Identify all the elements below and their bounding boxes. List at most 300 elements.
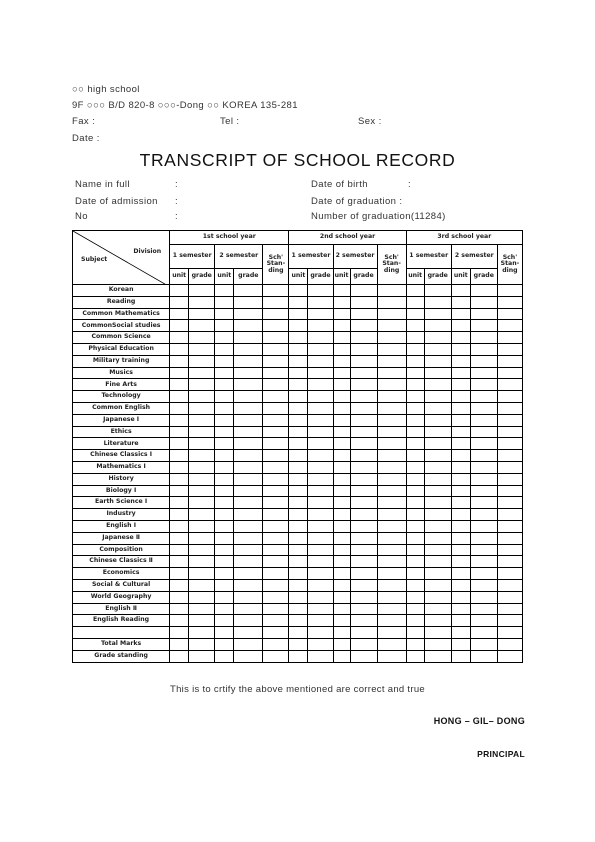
grade-cell (350, 638, 377, 650)
grade-cell (215, 438, 234, 450)
grade-cell (215, 603, 234, 615)
grade-cell (289, 627, 308, 639)
grade-cell (470, 544, 497, 556)
grade-cell (189, 568, 215, 580)
table-row (73, 532, 523, 544)
school-address: 9F ○○○ B/D 820-8 ○○○-Dong ○○ KOREA 135-281 (72, 100, 298, 111)
grade-cell (406, 520, 424, 532)
grade-cell (308, 367, 333, 379)
grade-cell (350, 308, 377, 320)
grade-cell (350, 438, 377, 450)
grade-cell (470, 497, 497, 509)
grade-cell (451, 650, 470, 662)
semester-1-header: 1 semester (289, 245, 333, 269)
grade-cell (406, 509, 424, 521)
grade-cell (170, 532, 189, 544)
table-row (73, 591, 523, 603)
grade-cell (333, 591, 350, 603)
grade-cell (470, 450, 497, 462)
grade-cell (333, 603, 350, 615)
grade-cell (350, 627, 377, 639)
grade-cell (424, 497, 451, 509)
grade-cell (215, 296, 234, 308)
grade-cell (497, 426, 522, 438)
grade-cell (189, 320, 215, 332)
table-row (73, 615, 523, 627)
unit-header: unit (333, 269, 350, 285)
grade-cell (263, 355, 289, 367)
grade-cell (377, 579, 406, 591)
grade-cell (350, 615, 377, 627)
grade-cell (497, 355, 522, 367)
grade-cell (308, 402, 333, 414)
grade-cell (451, 402, 470, 414)
table-row (73, 509, 523, 521)
grade-cell (424, 461, 451, 473)
grade-cell (170, 285, 189, 297)
grade-cell (170, 520, 189, 532)
grade-cell (234, 343, 263, 355)
grade-cell (497, 544, 522, 556)
grade-cell (377, 485, 406, 497)
table-row (73, 332, 523, 344)
grade-cell (263, 367, 289, 379)
standing-header: Sch' Stan-ding (497, 245, 522, 285)
grade-cell (333, 438, 350, 450)
grade-cell (377, 497, 406, 509)
grade-cell (424, 332, 451, 344)
grade-cell (377, 391, 406, 403)
grade-cell (263, 450, 289, 462)
grade-cell (234, 308, 263, 320)
grade-cell (308, 473, 333, 485)
grade-cell (470, 296, 497, 308)
grade-cell (497, 308, 522, 320)
grade-cell (289, 308, 308, 320)
grade-cell (377, 556, 406, 568)
grade-cell (451, 473, 470, 485)
grade-cell (424, 402, 451, 414)
grade-cell (451, 509, 470, 521)
table-row (73, 638, 523, 650)
grade-cell (189, 296, 215, 308)
grade-cell (333, 414, 350, 426)
grade-cell (470, 579, 497, 591)
table-row (73, 497, 523, 509)
graduation-number-label: Number of graduation(11284) (311, 211, 446, 222)
subject-name: Mathematics Ⅰ (73, 461, 170, 473)
table-row (73, 308, 523, 320)
name-colon: : (175, 179, 179, 190)
grade-cell (170, 591, 189, 603)
unit-header: unit (289, 269, 308, 285)
grade-cell (424, 320, 451, 332)
grade-cell (289, 485, 308, 497)
grade-cell (170, 391, 189, 403)
grade-cell (263, 426, 289, 438)
grade-cell (170, 438, 189, 450)
grade-cell (189, 285, 215, 297)
grade-cell (333, 450, 350, 462)
grade-cell (497, 485, 522, 497)
grade-cell (406, 355, 424, 367)
grade-cell (263, 485, 289, 497)
grade-cell (263, 497, 289, 509)
grade-cell (189, 485, 215, 497)
grade-cell (451, 308, 470, 320)
grade-cell (470, 650, 497, 662)
grade-cell (308, 296, 333, 308)
grade-cell (497, 367, 522, 379)
grade-cell (350, 391, 377, 403)
grade-cell (170, 450, 189, 462)
grade-cell (350, 473, 377, 485)
standing-header: Sch' Stan-ding (377, 245, 406, 285)
grade-cell (263, 438, 289, 450)
grade-cell (350, 332, 377, 344)
grade-cell (308, 461, 333, 473)
table-row (73, 285, 523, 297)
grade-cell (333, 461, 350, 473)
unit-header: unit (215, 269, 234, 285)
grade-cell (424, 391, 451, 403)
grade-cell (308, 591, 333, 603)
grade-cell (189, 379, 215, 391)
grade-cell (215, 450, 234, 462)
grade-cell (350, 450, 377, 462)
grade-cell (470, 332, 497, 344)
grade-cell (350, 556, 377, 568)
grade-cell (497, 450, 522, 462)
grade-cell (189, 627, 215, 639)
graduation-label: Date of graduation : (311, 196, 403, 207)
subject-name: Physical Education (73, 343, 170, 355)
grade-cell (308, 509, 333, 521)
grade-cell (234, 591, 263, 603)
grade-cell (350, 497, 377, 509)
grade-cell (189, 579, 215, 591)
subject-name: English Reading (73, 615, 170, 627)
grade-cell (451, 355, 470, 367)
grade-cell (424, 603, 451, 615)
grade-cell (308, 638, 333, 650)
grade-cell (451, 556, 470, 568)
table-row (73, 544, 523, 556)
grade-cell (377, 473, 406, 485)
grade-cell (234, 391, 263, 403)
grade-cell (406, 379, 424, 391)
table-row (73, 568, 523, 580)
grade-cell (234, 450, 263, 462)
subject-name: Reading (73, 296, 170, 308)
certification-text: This is to crtify the above mentioned are correct and true (169, 684, 425, 695)
grade-cell (263, 627, 289, 639)
grade-cell (497, 532, 522, 544)
table-row (73, 579, 523, 591)
grade-cell (470, 391, 497, 403)
grade-cell (333, 520, 350, 532)
grade-cell (234, 379, 263, 391)
grade-cell (497, 591, 522, 603)
grade-cell (377, 367, 406, 379)
grade-cell (234, 556, 263, 568)
grade-cell (333, 426, 350, 438)
grade-cell (350, 402, 377, 414)
grade-cell (424, 579, 451, 591)
table-row (73, 627, 523, 639)
grade-cell (333, 532, 350, 544)
grade-cell (170, 414, 189, 426)
fax-label: Fax : (72, 116, 96, 127)
grade-cell (497, 520, 522, 532)
grade-cell (333, 308, 350, 320)
grade-cell (308, 379, 333, 391)
grade-cell (497, 414, 522, 426)
table-row (73, 343, 523, 355)
grade-cell (406, 591, 424, 603)
grade-cell (350, 509, 377, 521)
grade-cell (497, 568, 522, 580)
grade-cell (263, 391, 289, 403)
grade-cell (377, 414, 406, 426)
grade-cell (424, 414, 451, 426)
grade-cell (170, 461, 189, 473)
grade-cell (263, 402, 289, 414)
grade-cell (497, 402, 522, 414)
grade-cell (308, 650, 333, 662)
grade-cell (350, 520, 377, 532)
grade-cell (377, 332, 406, 344)
grade-cell (308, 332, 333, 344)
table-row (73, 391, 523, 403)
grade-cell (234, 473, 263, 485)
grade-cell (350, 285, 377, 297)
grade-cell (497, 638, 522, 650)
grade-cell (470, 627, 497, 639)
grade-cell (333, 509, 350, 521)
grade-cell (470, 568, 497, 580)
grade-cell (170, 320, 189, 332)
grade-cell (170, 402, 189, 414)
grade-cell (289, 438, 308, 450)
grade-cell (308, 532, 333, 544)
grade-cell (406, 343, 424, 355)
grade-cell (470, 367, 497, 379)
subject-name: Composition (73, 544, 170, 556)
grade-cell (263, 379, 289, 391)
grade-cell (289, 638, 308, 650)
grade-cell (215, 532, 234, 544)
grade-cell (406, 391, 424, 403)
grade-cell (470, 509, 497, 521)
grade-cell (406, 461, 424, 473)
subject-name: Korean (73, 285, 170, 297)
grade-cell (215, 391, 234, 403)
grade-cell (289, 497, 308, 509)
grade-cell (350, 414, 377, 426)
grade-cell (377, 426, 406, 438)
grade-cell (215, 579, 234, 591)
grade-cell (189, 650, 215, 662)
grade-cell (470, 343, 497, 355)
grade-cell (263, 343, 289, 355)
grade-cell (289, 355, 308, 367)
grade-cell (189, 461, 215, 473)
grade-cell (170, 509, 189, 521)
grade-cell (234, 544, 263, 556)
grade-cell (377, 532, 406, 544)
subject-name: Industry (73, 509, 170, 521)
subject-name: Technology (73, 391, 170, 403)
grade-cell (234, 638, 263, 650)
grade-cell (263, 332, 289, 344)
grade-cell (234, 615, 263, 627)
grade-cell (406, 603, 424, 615)
grade-cell (451, 615, 470, 627)
grade-cell (289, 379, 308, 391)
grade-cell (289, 556, 308, 568)
grade-cell (406, 568, 424, 580)
sex-label: Sex : (358, 116, 382, 127)
grade-cell (215, 650, 234, 662)
grade-cell (170, 296, 189, 308)
grade-cell (377, 650, 406, 662)
grade-cell (424, 379, 451, 391)
grade-cell (333, 579, 350, 591)
grade-cell (424, 450, 451, 462)
grade-cell (406, 497, 424, 509)
subject-name: Social & Cultural (73, 579, 170, 591)
grade-cell (308, 450, 333, 462)
grade-cell (470, 520, 497, 532)
grade-cell (189, 308, 215, 320)
grade-cell (263, 603, 289, 615)
grade-cell (377, 568, 406, 580)
semester-1-header: 1 semester (406, 245, 451, 269)
grade-cell (289, 509, 308, 521)
grade-cell (377, 438, 406, 450)
grade-cell (451, 367, 470, 379)
grade-cell (333, 391, 350, 403)
grade-header: grade (308, 269, 333, 285)
grade-cell (451, 450, 470, 462)
grade-cell (189, 544, 215, 556)
grade-cell (406, 402, 424, 414)
grade-cell (263, 520, 289, 532)
grade-cell (234, 461, 263, 473)
grade-cell (289, 650, 308, 662)
birth-colon: : (408, 179, 412, 190)
grade-cell (350, 367, 377, 379)
grade-cell (333, 285, 350, 297)
table-row (73, 520, 523, 532)
grade-cell (497, 461, 522, 473)
grade-cell (470, 438, 497, 450)
grade-cell (451, 414, 470, 426)
grade-cell (350, 544, 377, 556)
grade-cell (289, 615, 308, 627)
grade-cell (350, 355, 377, 367)
grade-cell (263, 473, 289, 485)
grade-cell (234, 497, 263, 509)
table-row (73, 461, 523, 473)
grade-cell (215, 461, 234, 473)
unit-header: unit (170, 269, 189, 285)
grade-cell (263, 308, 289, 320)
grade-cell (170, 650, 189, 662)
grade-cell (263, 579, 289, 591)
grade-cell (308, 615, 333, 627)
grade-cell (406, 532, 424, 544)
grade-cell (263, 615, 289, 627)
grade-cell (234, 414, 263, 426)
birth-label: Date of birth (311, 179, 368, 190)
grade-cell (263, 591, 289, 603)
grade-cell (451, 379, 470, 391)
grade-cell (289, 568, 308, 580)
grade-cell (234, 509, 263, 521)
subject-name: CommonSocial studies (73, 320, 170, 332)
grade-cell (406, 332, 424, 344)
grade-cell (289, 461, 308, 473)
grade-cell (497, 509, 522, 521)
grade-header: grade (470, 269, 497, 285)
grade-cell (333, 367, 350, 379)
grade-cell (263, 296, 289, 308)
grade-cell (263, 320, 289, 332)
grade-cell (308, 285, 333, 297)
unit-header: unit (451, 269, 470, 285)
grade-cell (333, 650, 350, 662)
table-row (73, 556, 523, 568)
grade-cell (263, 556, 289, 568)
grade-cell (451, 603, 470, 615)
table-row (73, 296, 523, 308)
grade-cell (234, 579, 263, 591)
grade-cell (406, 615, 424, 627)
grade-cell (170, 544, 189, 556)
grade-cell (308, 544, 333, 556)
grade-cell (333, 355, 350, 367)
grade-cell (170, 615, 189, 627)
grade-cell (470, 591, 497, 603)
grade-cell (263, 414, 289, 426)
grade-cell (289, 450, 308, 462)
subject-name: Common English (73, 402, 170, 414)
grade-cell (189, 520, 215, 532)
grade-cell (289, 426, 308, 438)
grade-cell (263, 544, 289, 556)
grade-cell (497, 332, 522, 344)
grade-cell (377, 603, 406, 615)
subject-name: Musics (73, 367, 170, 379)
grade-cell (406, 556, 424, 568)
semester-1-header: 1 semester (170, 245, 215, 269)
grade-cell (451, 497, 470, 509)
grade-cell (377, 461, 406, 473)
grade-cell (406, 473, 424, 485)
grade-cell (497, 473, 522, 485)
grade-cell (470, 414, 497, 426)
grade-cell (215, 591, 234, 603)
semester-2-header: 2 semester (451, 245, 497, 269)
grade-cell (350, 603, 377, 615)
grade-cell (377, 343, 406, 355)
grade-cell (451, 638, 470, 650)
grade-cell (215, 473, 234, 485)
grade-cell (333, 638, 350, 650)
grade-cell (189, 473, 215, 485)
